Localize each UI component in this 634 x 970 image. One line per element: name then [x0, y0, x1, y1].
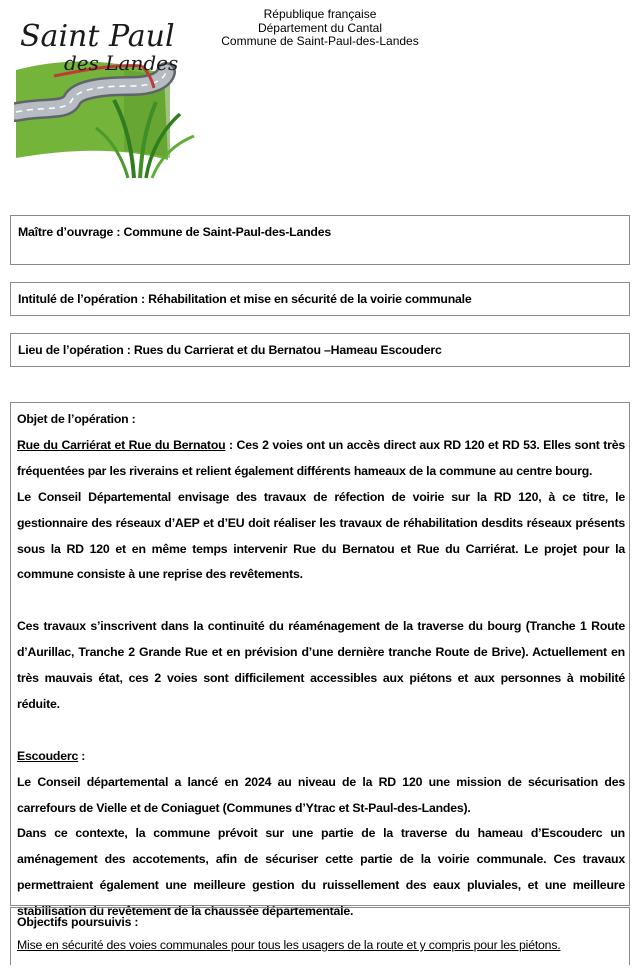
intitule-text: Intitulé de l’opération : Réhabilitation et mise en sécurité de la voirie communale	[18, 292, 472, 306]
header-republique: République française	[263, 7, 377, 21]
header-commune: Commune de Saint-Paul-des-Landes	[221, 34, 419, 48]
document-header	[185, 8, 455, 49]
maitre-ouvrage-text: Maître d’ouvrage : Commune de Saint-Paul-des-Landes	[18, 225, 331, 239]
intitule-box	[10, 282, 630, 316]
lieu-box	[10, 333, 630, 367]
objet-paragraph-5: Dans ce contexte, la commune prévoit sur une partie de la traverse du hameau d’Escouderc un aménagement des accotements, afin de sécuriser cette partie de la voirie communale. Ces travaux permettraient également une meilleure gestion du ruissellement des eaux pluviales, et une meilleure stabilisation du revêtement de la chaussée départementale.	[17, 826, 625, 919]
maitre-ouvrage-box	[10, 215, 630, 265]
logo-graphic	[14, 8, 210, 180]
objectifs-box	[10, 907, 630, 965]
logo-text-line2: des Landes	[64, 51, 179, 75]
objectifs-text: Mise en sécurité des voies communales pour tous les usagers de la route et y compris pour les piétons.	[17, 938, 561, 952]
rues-label: Rue du Carriérat et Rue du Bernatou	[17, 437, 226, 452]
lieu-text: Lieu de l’opération : Rues du Carrierat et du Bernatou –Hameau Escouderc	[18, 343, 442, 357]
rues-text: : Ces 2 voies ont un accès direct aux RD 120 et RD 53. Elles sont très fréquentées par les riverains et relient également différents hameaux de la commune au centre bourg.	[17, 437, 625, 478]
commune-logo	[14, 8, 210, 180]
objet-title: Objet de l’opération :	[17, 412, 136, 426]
objet-escouderc-heading	[17, 744, 625, 770]
objet-paragraph-3: Ces travaux s’inscrivent dans la continuité du réaménagement de la traverse du bourg (Tranche 1 Route d’Aurillac, Tranche 2 Grande Rue et en prévision d’une dernière tranche Route de Brive). Actuellement en très mauvais état, ces 2 voies sont difficilement accessibles aux piétons et aux personnes à mobilité réduite.	[17, 619, 625, 711]
objet-box	[10, 402, 630, 919]
header-departement: Département du Cantal	[257, 20, 383, 35]
objet-paragraph-2: Le Conseil Départemental envisage des travaux de réfection de voirie sur la RD 120, à ce titre, le gestionnaire des réseaux d’AEP et d’EU doit réaliser les travaux de réhabilitation desdits réseaux présents sous la RD 120 et en même temps intervenir Rue du Bernatou et Rue du Carriérat. Le projet pour la commune consiste à une reprise des revêtements.	[17, 489, 625, 582]
escouderc-label: Escouderc	[17, 748, 79, 763]
escouderc-suffix: :	[78, 748, 86, 763]
logo-text-line1: Saint Paul	[20, 19, 175, 54]
objectifs-title: Objectifs poursuivis :	[17, 915, 139, 929]
objet-paragraph-rues	[17, 433, 625, 485]
objet-paragraph-4: Le Conseil départemental a lancé en 2024 au niveau de la RD 120 une mission de sécurisation des carrefours de Vielle et de Coniaguet (Communes d’Ytrac et St-Paul-des-Landes).	[17, 774, 625, 815]
